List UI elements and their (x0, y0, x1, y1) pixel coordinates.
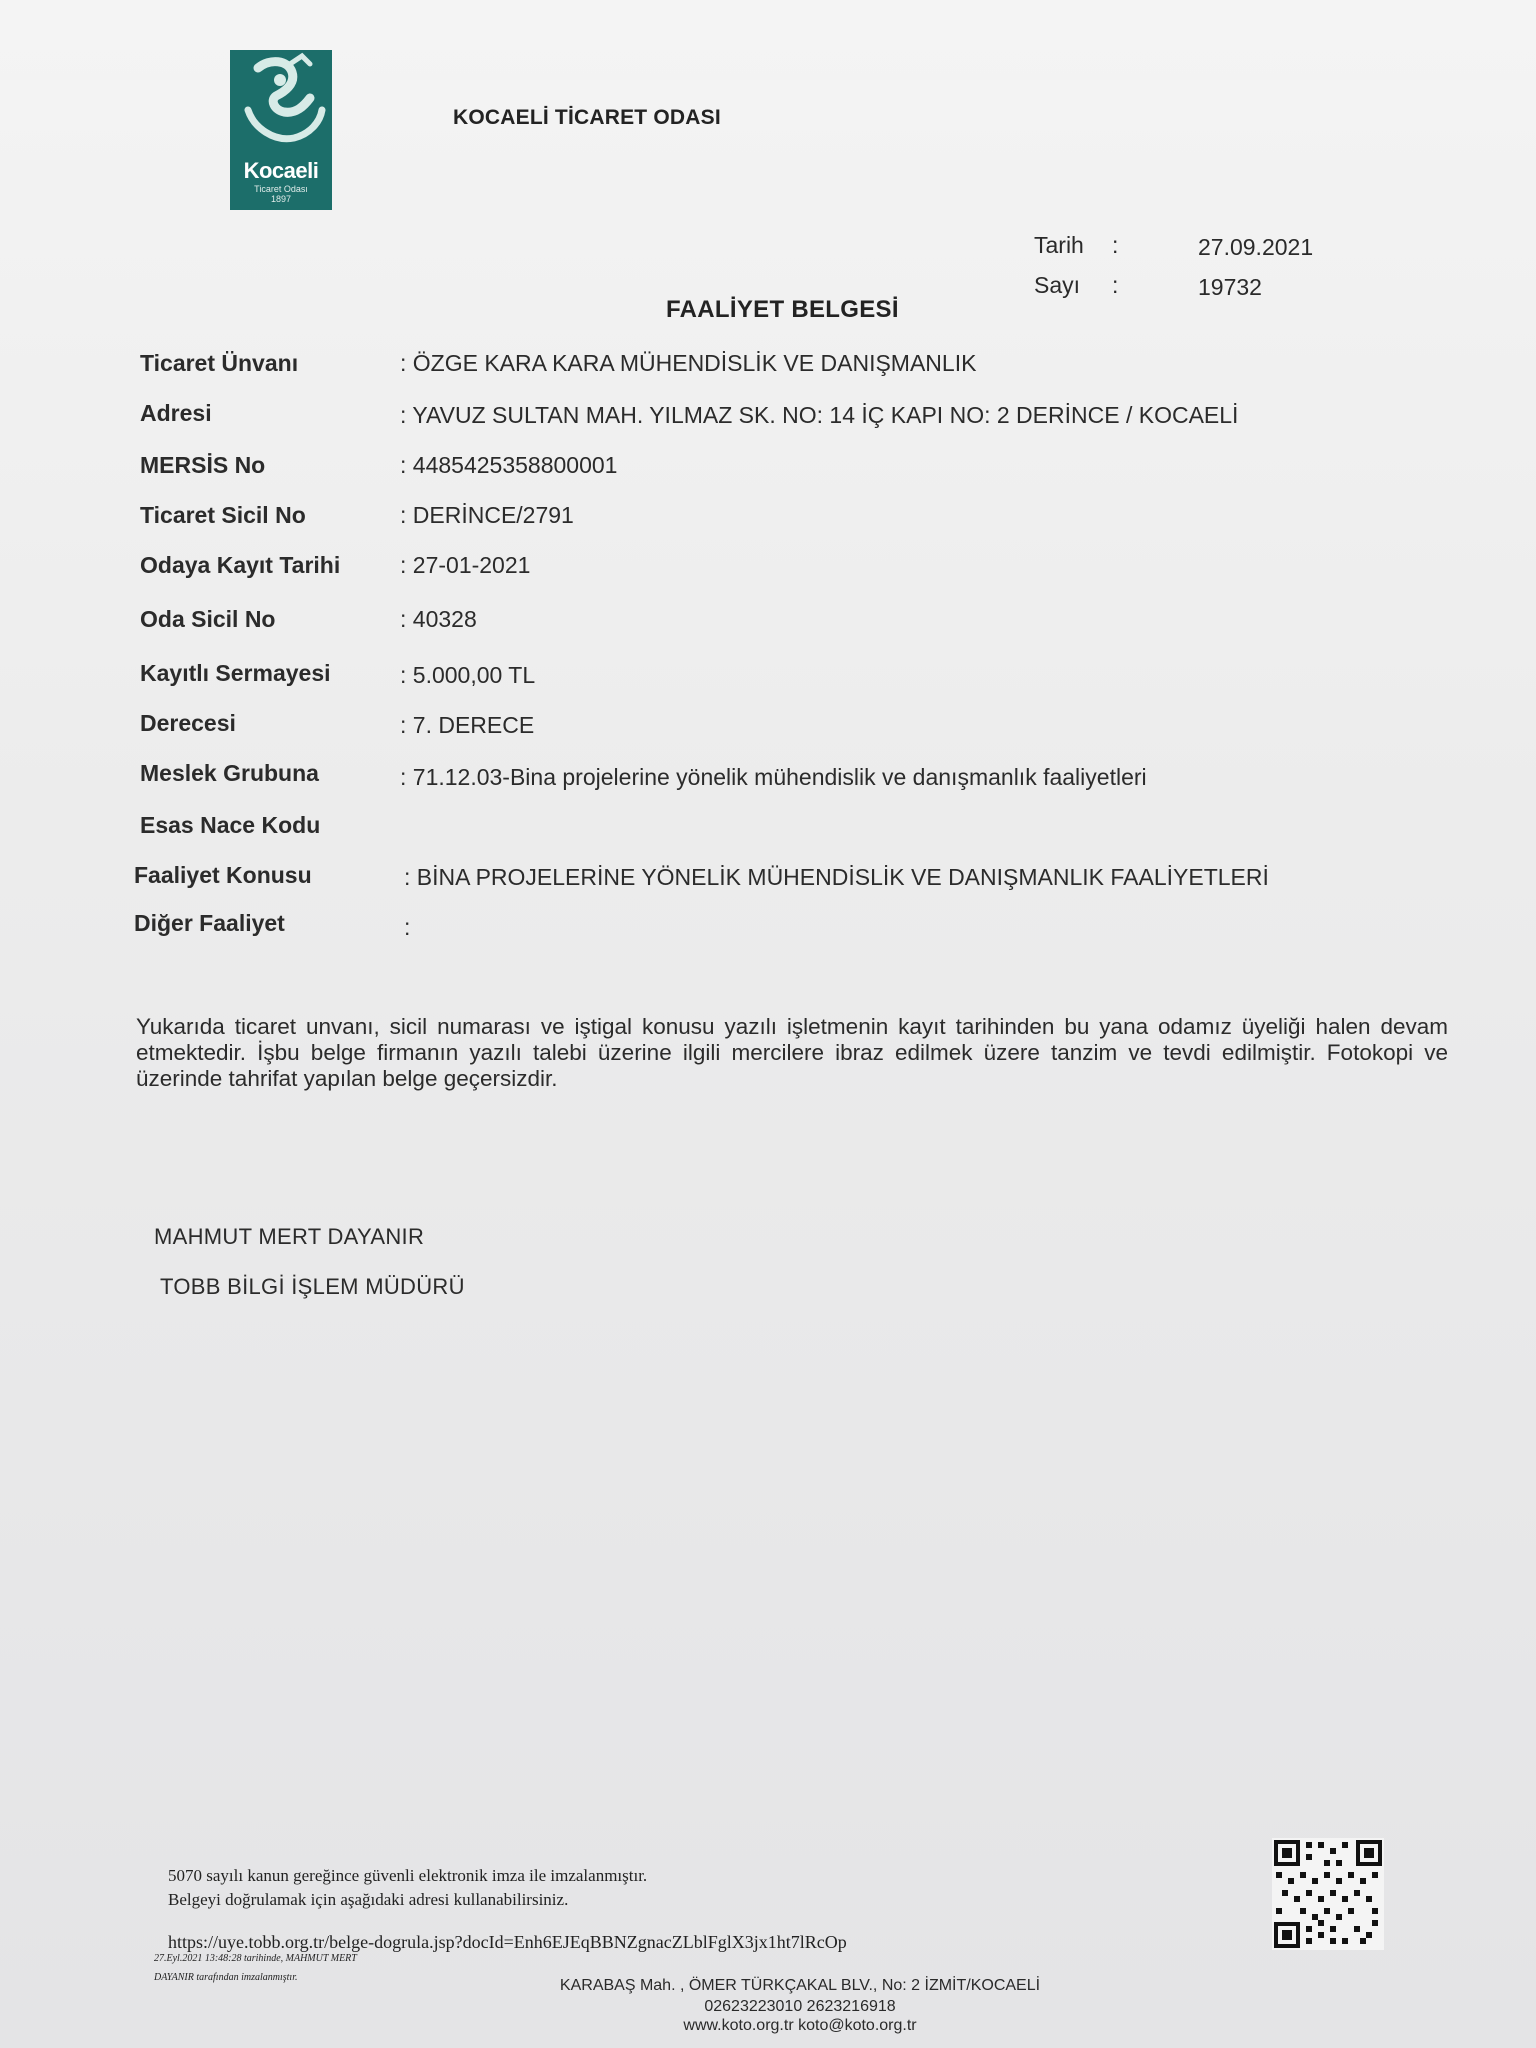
footer-address: KARABAŞ Mah. , ÖMER TÜRKÇAKAL BLV., No: 2 İZMİT/KOCAELİ (559, 1977, 1041, 1994)
field-value: : 71.12.03-Bina projelerine yönelik mühendislik ve danışmanlık faaliyetleri (400, 764, 1147, 790)
field-value: : 40328 (400, 606, 477, 632)
qr-code-icon (1272, 1838, 1384, 1950)
esign-notice-line1: 5070 sayılı kanun gereğince güvenli elektronik imza ile imzalanmıştır. (168, 1866, 648, 1885)
field-label: Diğer Faaliyet (134, 910, 285, 936)
date-label: Tarih (1034, 232, 1084, 258)
signatory-name: MAHMUT MERT DAYANIR (154, 1224, 425, 1249)
esign-stamp-line2: DAYANIR tarafından imzalanmıştır. (154, 1972, 298, 1983)
number-separator: : (1112, 272, 1119, 298)
document-title: FAALİYET BELGESİ (666, 296, 899, 323)
footer-contact[interactable]: www.koto.org.tr koto@koto.org.tr (683, 2017, 917, 2034)
field-label: Faaliyet Konusu (134, 862, 312, 888)
field-value: : 4485425358800001 (400, 452, 618, 478)
field-value: : BİNA PROJELERİNE YÖNELİK MÜHENDİSLİK VE DANIŞMANLIK FAALİYETLERİ (404, 864, 1269, 890)
field-label: Oda Sicil No (140, 606, 276, 632)
date-value: 27.09.2021 (1198, 234, 1314, 260)
field-value: : DERİNCE/2791 (400, 502, 574, 528)
organization-title: KOCAELİ TİCARET ODASI (453, 106, 721, 129)
date-separator: : (1112, 232, 1119, 258)
field-label: Adresi (140, 400, 212, 426)
field-value: : 5.000,00 TL (400, 662, 536, 688)
number-label: Sayı (1034, 272, 1081, 298)
verification-url[interactable]: https://uye.tobb.org.tr/belge-dogrula.jsp?docId=Enh6EJEqBBNZgnacZLblFglX3jx1ht7lRcOp (168, 1932, 847, 1952)
field-label: Kayıtlı Sermayesi (140, 660, 331, 686)
signatory-role: TOBB BİLGİ İŞLEM MÜDÜRÜ (160, 1274, 465, 1299)
field-label: Ticaret Sicil No (140, 502, 306, 528)
field-label: MERSİS No (140, 452, 266, 478)
chamber-logo (230, 50, 332, 210)
esign-stamp-line1: 27.Eyl.2021 13:48:28 tarihinde, MAHMUT MERT (154, 1953, 357, 1964)
field-value: : YAVUZ SULTAN MAH. YILMAZ SK. NO: 14 İÇ KAPI NO: 2 DERİNCE / KOCAELİ (400, 402, 1239, 428)
field-value: : 7. DERECE (400, 712, 535, 738)
logo-subtitle (230, 184, 332, 204)
field-value: : 27-01-2021 (400, 552, 531, 578)
footer-phones: 02623223010 2623216918 (704, 1998, 896, 2015)
certificate-statement: Yukarıda ticaret unvanı, sicil numarası ve iştigal konusu yazılı işletmenin kayıt tarihinden bu yana odamız üyeliği halen devam etmektedir. İşbu belge firmanın yazılı talebi üzerine ilgili mercilere ibraz edilmek üzere tanzim ve tevdi edilmiştir. Fotokopi ve üzerinde tahrifat yapılan belge geçersizdir. (136, 1014, 1448, 1091)
field-label: Esas Nace Kodu (140, 812, 321, 838)
number-value: 19732 (1198, 274, 1262, 300)
esign-notice-line2: Belgeyi doğrulamak için aşağıdaki adresi kullanabilirsiniz. (168, 1890, 569, 1909)
logo-sub-text: Ticaret Odası (254, 184, 308, 194)
logo-name: Kocaeli (243, 158, 319, 183)
logo-emblem-icon (230, 50, 332, 160)
field-label: Odaya Kayıt Tarihi (140, 552, 341, 578)
field-label: Ticaret Ünvanı (140, 350, 299, 376)
logo-year: 1897 (270, 194, 292, 204)
field-value: : (404, 914, 411, 940)
field-value: : ÖZGE KARA KARA MÜHENDİSLİK VE DANIŞMANLIK (400, 350, 977, 376)
field-label: Derecesi (140, 710, 236, 736)
field-label: Meslek Grubuna (140, 760, 319, 786)
